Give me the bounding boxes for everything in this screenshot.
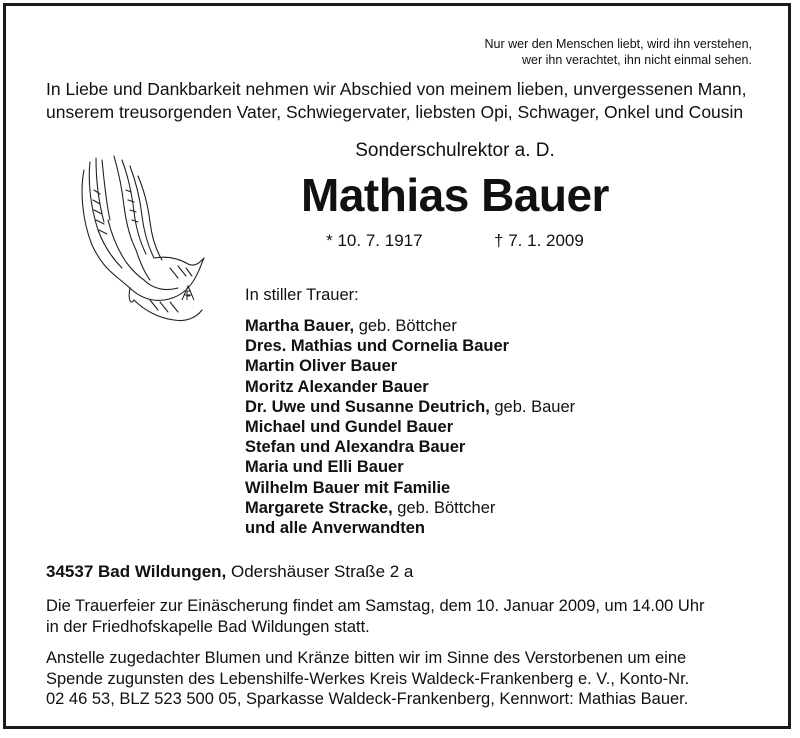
list-item bbox=[245, 437, 575, 457]
address-city: 34537 Bad Wildungen, bbox=[46, 562, 227, 581]
mourner-name: Maria und Elli Bauer bbox=[245, 458, 404, 477]
mourner-note: geb. Böttcher bbox=[392, 498, 496, 517]
death-date: † 7. 1. 2009 bbox=[494, 231, 584, 250]
address-street: Odershäuser Straße 2 a bbox=[226, 562, 414, 581]
mourners-list bbox=[245, 316, 575, 538]
mourners-heading: In stiller Trauer: bbox=[245, 286, 359, 304]
intro-line-2: unserem treusorgenden Vater, Schwiegervater, liebsten Opi, Schwager, Onkel und Cousin bbox=[46, 102, 744, 122]
list-item bbox=[245, 518, 575, 538]
list-item bbox=[245, 356, 575, 376]
motto-line-2: wer ihn verachtet, ihn nicht einmal sehen. bbox=[522, 53, 752, 67]
list-item bbox=[245, 336, 575, 356]
address-line bbox=[46, 562, 413, 582]
donation-info bbox=[46, 648, 689, 710]
donation-line-2: Spende zugunsten des Lebenshilfe-Werkes Kreis Waldeck-Frankenberg e. V., Konto-Nr. bbox=[46, 669, 690, 688]
motto-quote bbox=[485, 36, 753, 68]
list-item bbox=[245, 478, 575, 498]
mourner-note: geb. Bauer bbox=[489, 397, 576, 416]
mourner-name: Moritz Alexander Bauer bbox=[245, 377, 429, 396]
mourner-name: Dres. Mathias und Cornelia Bauer bbox=[245, 337, 510, 356]
mourner-name: Wilhelm Bauer mit Familie bbox=[245, 478, 451, 497]
list-item bbox=[245, 377, 575, 397]
mourner-name: Dr. Uwe und Susanne Deutrich, bbox=[245, 397, 490, 416]
list-item bbox=[245, 316, 575, 336]
list-item bbox=[245, 498, 575, 518]
mourner-note: geb. Böttcher bbox=[354, 317, 457, 335]
intro-line-1: In Liebe und Dankbarkeit nehmen wir Abschied von meinem lieben, unvergessenen Mann, bbox=[46, 79, 747, 99]
mourner-name: Margarete Stracke, bbox=[245, 498, 393, 517]
funeral-info bbox=[46, 596, 705, 637]
list-item bbox=[245, 457, 575, 477]
birth-date: * 10. 7. 1917 bbox=[326, 231, 423, 250]
mourner-name: Martha Bauer, bbox=[245, 317, 355, 335]
deceased-title: Sonderschulrektor a. D. bbox=[355, 140, 555, 161]
list-item bbox=[245, 417, 575, 437]
mourner-name: Martin Oliver Bauer bbox=[245, 357, 398, 376]
funeral-line-2: in der Friedhofskapelle Bad Wildungen statt. bbox=[46, 617, 370, 636]
mourner-name: Michael und Gundel Bauer bbox=[245, 418, 454, 437]
list-item bbox=[245, 397, 575, 417]
deceased-name: Mathias Bauer bbox=[301, 169, 609, 221]
mourner-name: und alle Anverwandten bbox=[245, 519, 426, 538]
life-dates bbox=[0, 231, 800, 251]
intro-text bbox=[46, 78, 746, 124]
donation-line-1: Anstelle zugedachter Blumen und Kränze bitten wir im Sinne des Verstorbenen um eine bbox=[46, 649, 687, 667]
funeral-line-1: Die Trauerfeier zur Einäscherung findet am Samstag, dem 10. Januar 2009, um 14.00 Uhr bbox=[46, 597, 705, 615]
donation-line-3: 02 46 53, BLZ 523 500 05, Sparkasse Waldeck-Frankenberg, Kennwort: Mathias Bauer. bbox=[46, 690, 689, 708]
motto-line-1: Nur wer den Menschen liebt, wird ihn verstehen, bbox=[484, 37, 752, 51]
mourner-name: Stefan und Alexandra Bauer bbox=[245, 438, 466, 457]
